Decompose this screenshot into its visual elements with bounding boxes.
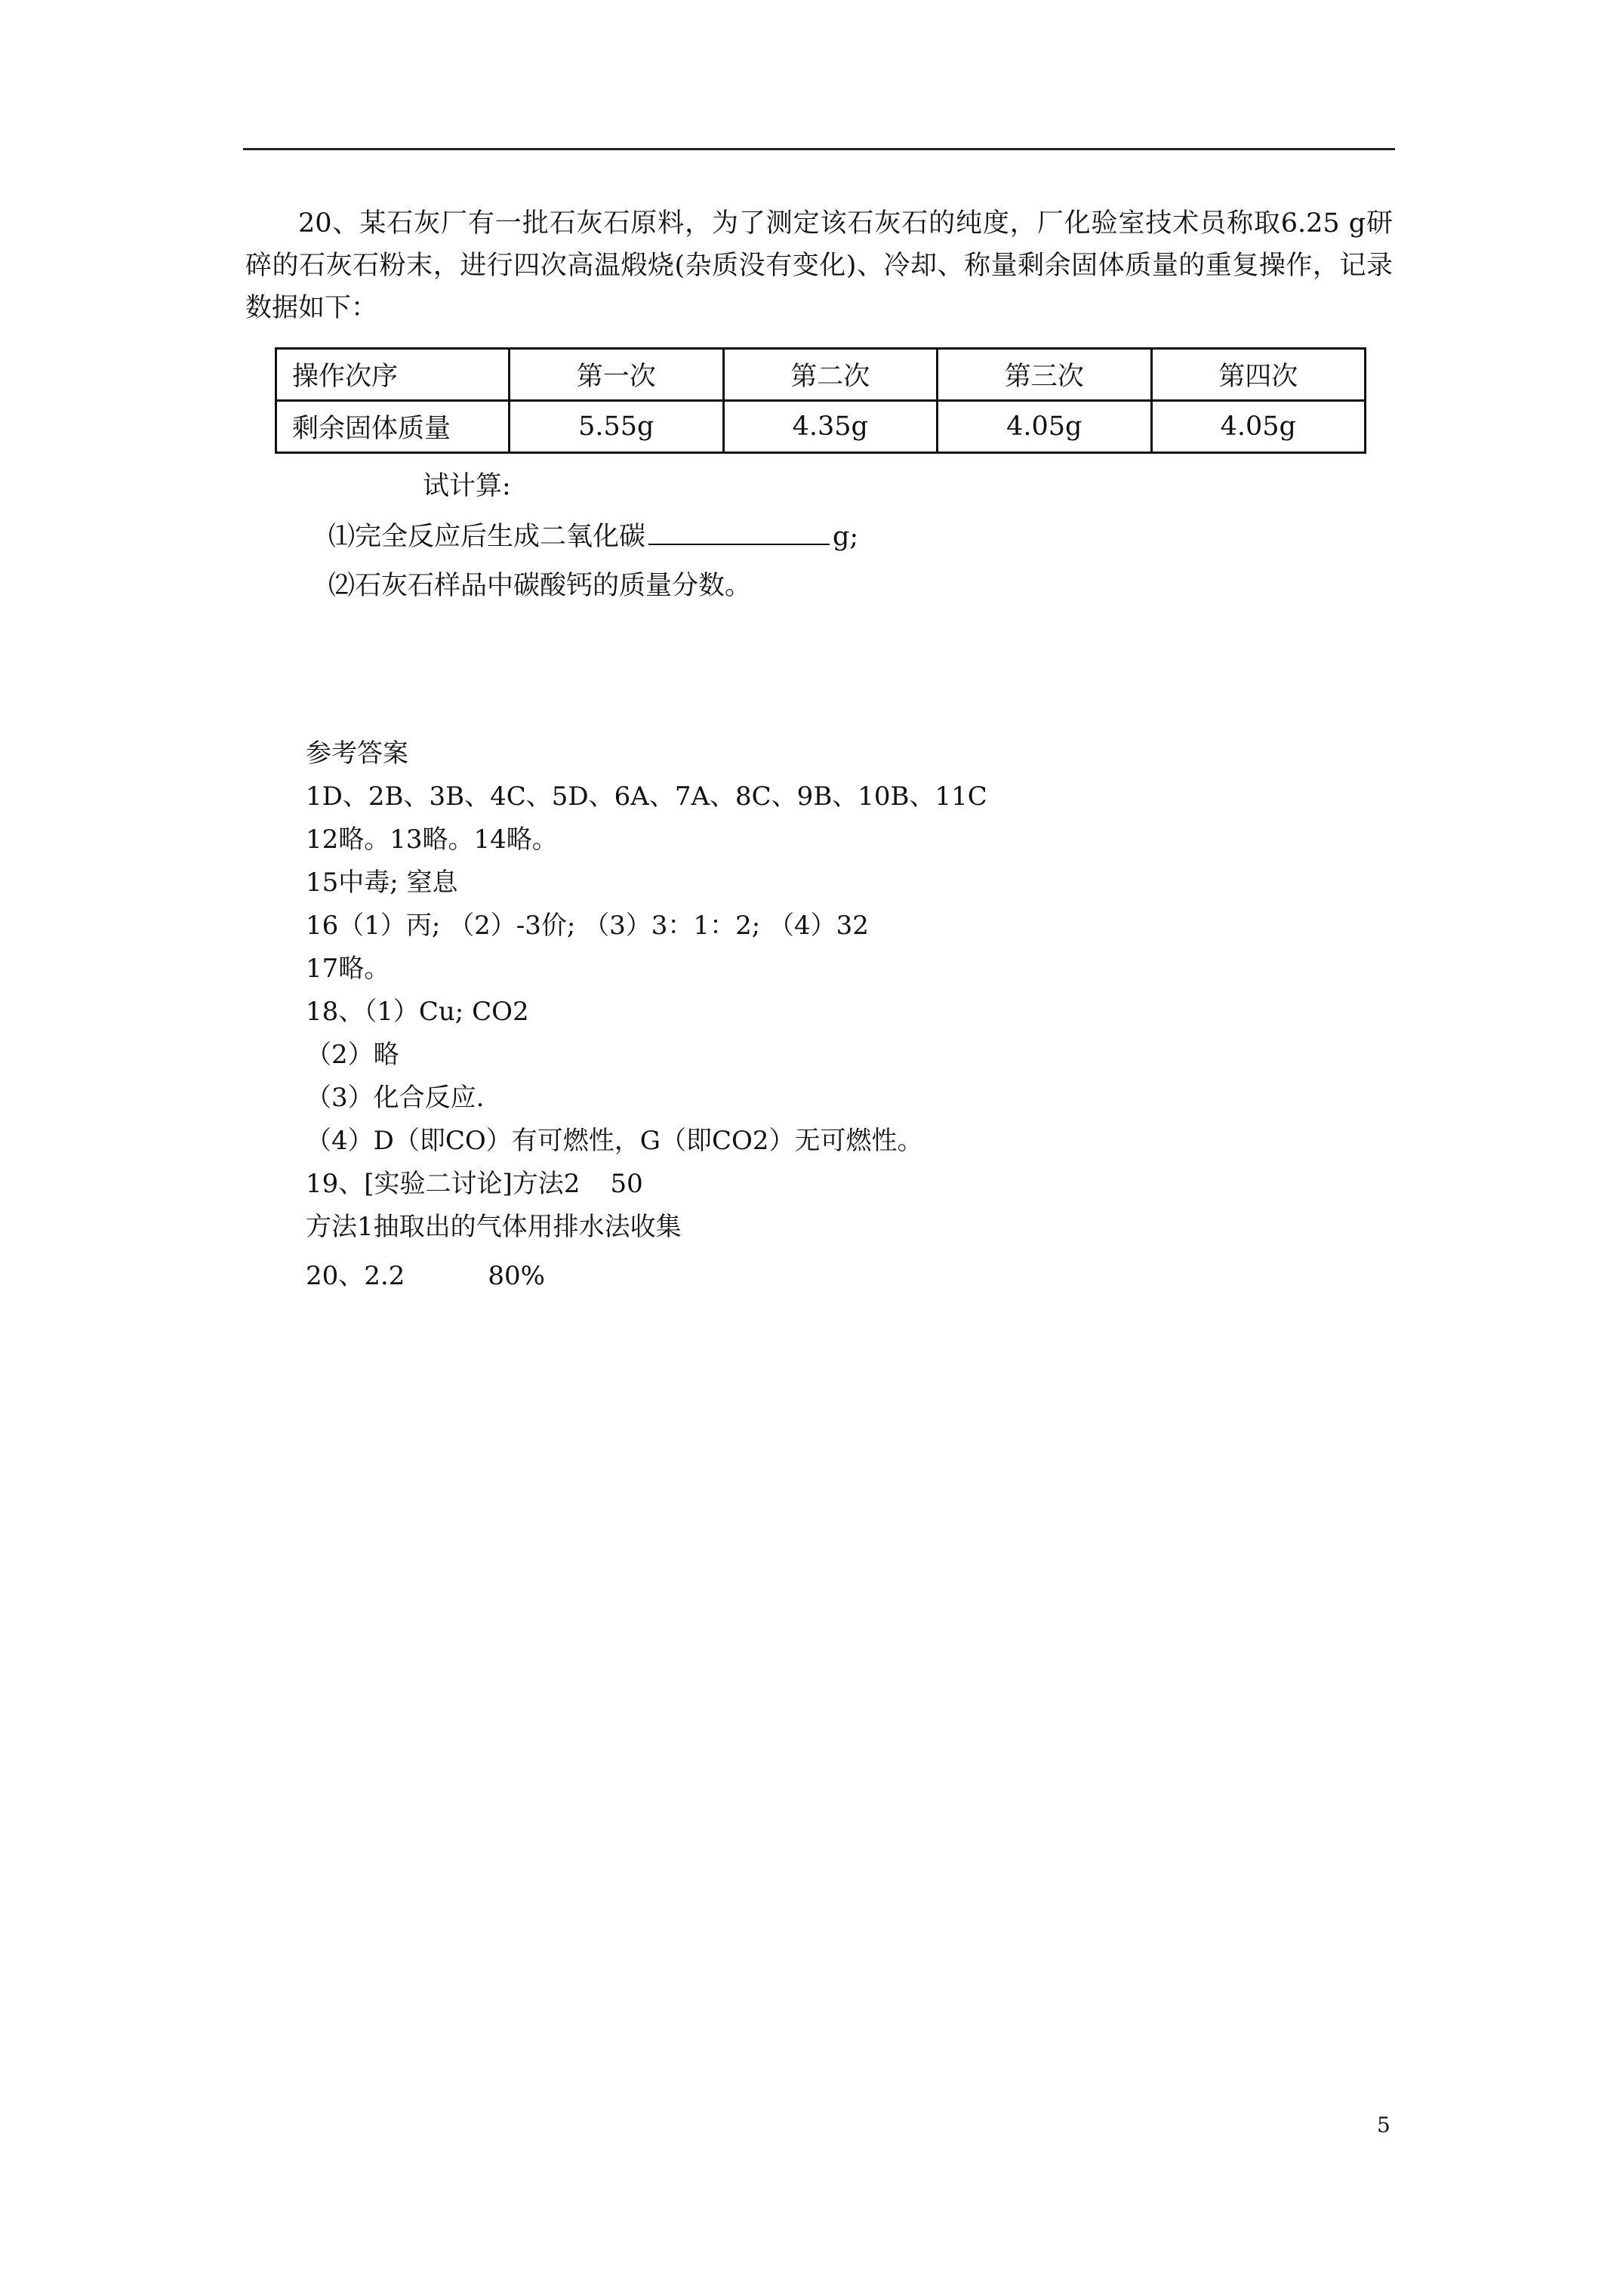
data-table bbox=[275, 347, 1366, 454]
answer-line-20 bbox=[306, 1255, 987, 1298]
answer-line-19 bbox=[306, 1163, 987, 1206]
answer-key bbox=[306, 732, 987, 1298]
table-row bbox=[276, 401, 1366, 453]
table-cell: 第一次 bbox=[510, 349, 724, 401]
table-row bbox=[276, 349, 1366, 401]
table-cell: 4.05g bbox=[938, 401, 1152, 453]
calc-q1-suffix: g; bbox=[833, 522, 859, 552]
question-text: 20、某石灰厂有一批石灰石原料，为了测定该石灰石的纯度，厂化验室技术员称取6.25 g研碎的石灰石粉末，进行四次高温煅烧(杂质没有变化)、冷却、称量剩余固体质量的重复操作，记录数据如下： bbox=[245, 208, 1393, 323]
answer-20-value-1: 20、2.2 bbox=[306, 1261, 405, 1291]
calc-q1-prefix: ⑴完全反应后生成二氧化碳 bbox=[328, 522, 646, 552]
answer-line: 15中毒; 窒息 bbox=[306, 868, 458, 898]
table-cell: 5.55g bbox=[510, 401, 724, 453]
answer-line: 17略。 bbox=[306, 954, 390, 984]
answer-line: 18、（1）Cu; CO2 bbox=[306, 997, 529, 1027]
answer-19-value: 50 bbox=[610, 1169, 643, 1199]
answer-line: 方法1抽取出的气体用排水法收集 bbox=[306, 1212, 682, 1242]
table-cell: 第三次 bbox=[938, 349, 1152, 401]
header-rule bbox=[243, 148, 1395, 150]
table-cell: 剩余固体质量 bbox=[276, 401, 510, 453]
answers-title: 参考答案 bbox=[306, 738, 408, 769]
question-20 bbox=[245, 202, 1393, 329]
answer-20-value-2: 80% bbox=[488, 1261, 545, 1291]
answer-line: 16（1）丙; （2）-3价; （3）3：1：2; （4）32 bbox=[306, 911, 869, 941]
answer-19-text: 19、[实验二讨论]方法2 bbox=[306, 1169, 581, 1199]
answer-line: 12略。13略。14略。 bbox=[306, 824, 558, 855]
table-cell: 操作次序 bbox=[276, 349, 510, 401]
table-cell: 第二次 bbox=[723, 349, 938, 401]
answer-line: （4）D（即CO）有可燃性，G（即CO2）无可燃性。 bbox=[306, 1126, 923, 1156]
table-cell: 4.05g bbox=[1151, 401, 1366, 453]
page-number: 5 bbox=[1377, 2113, 1390, 2137]
answer-line: （3）化合反应. bbox=[306, 1083, 485, 1113]
answer-blank bbox=[648, 516, 830, 545]
table-cell: 第四次 bbox=[1151, 349, 1366, 401]
answer-line: 1D、2B、3B、4C、5D、6A、7A、8C、9B、10B、11C bbox=[306, 781, 987, 812]
table-cell: 4.35g bbox=[723, 401, 938, 453]
answer-line: （2）略 bbox=[306, 1040, 399, 1070]
calc-question-1 bbox=[328, 516, 858, 553]
calc-intro: 试计算: bbox=[423, 471, 511, 501]
calc-question-2: ⑵石灰石样品中碳酸钙的质量分数。 bbox=[328, 571, 752, 601]
